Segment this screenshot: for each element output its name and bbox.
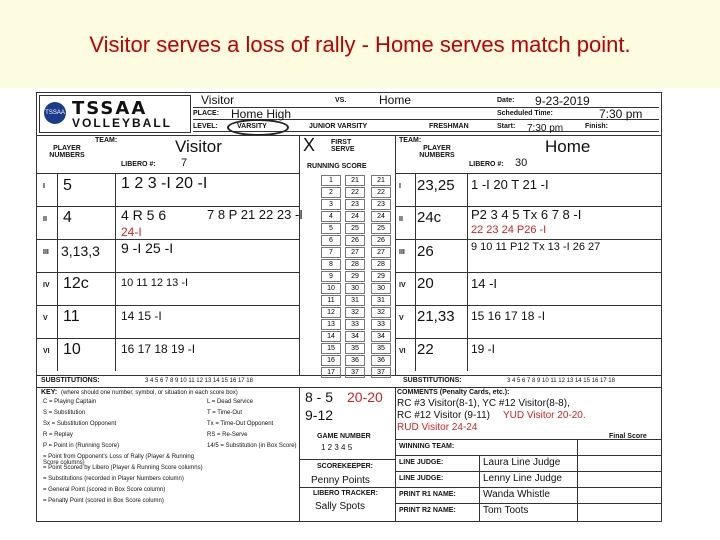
scheduled-value: 7:30 pm <box>599 107 643 121</box>
home-player-1: 23,25 <box>417 177 455 194</box>
vs-label: VS. <box>335 97 347 104</box>
running-score-cell: 37 <box>345 367 365 378</box>
running-score-cell: 28 <box>345 259 365 270</box>
key-item-right: Tx = Time-Out Opponent <box>207 421 274 427</box>
visitor-pos-1: I <box>43 183 45 190</box>
home-team-name: Home <box>379 93 412 107</box>
running-score-cell: 32 <box>371 307 391 318</box>
home-pos-4: IV <box>399 282 406 289</box>
running-score-cell: 22 <box>345 187 365 198</box>
running-score-cell: 33 <box>345 319 365 330</box>
final-score-label: Final Score <box>609 433 647 440</box>
comments-label: COMMENTS (Penalty Cards, etc.): <box>397 389 510 396</box>
level-jv: JUNIOR VARSITY <box>309 123 368 130</box>
visitor-player-2: 4 <box>63 209 72 226</box>
running-score-cell: 8 <box>321 259 341 270</box>
running-score-cell: 4 <box>321 211 341 222</box>
running-score-cell: 26 <box>371 235 391 246</box>
key-intro: (where should one number, symbol, or situation in each score box) <box>61 390 238 396</box>
scorekeeper-label: SCOREKEEPER: <box>317 463 374 470</box>
set-score: 8 - 5 <box>305 389 334 405</box>
slide-banner <box>0 0 720 88</box>
home-libero-number: 30 <box>515 157 528 169</box>
level-freshman: FRESHMAN <box>429 123 469 130</box>
running-score-cell: 32 <box>345 307 365 318</box>
logo-bottom-text: VOLLEYBALL <box>72 116 172 130</box>
visitor-entry-2: 4 R 5 6 <box>121 207 167 223</box>
comments-line-1: RC #3 Visitor(8-1), YC #12 Visitor(8-8), <box>397 398 570 409</box>
visitor-pos-3: III <box>43 249 49 256</box>
visitor-entry-2-sub: 24-I <box>121 225 142 239</box>
running-score-cell: 29 <box>371 271 391 282</box>
home-player-4: 20 <box>417 275 434 292</box>
place-value: Home High <box>231 107 292 121</box>
key-title: KEY: <box>41 389 58 396</box>
scorekeeper-name: Penny Points <box>311 475 370 486</box>
running-score-cell: 23 <box>345 199 365 210</box>
running-score-cell: 33 <box>371 319 391 330</box>
running-score-cell: 34 <box>371 331 391 342</box>
key-item: C = Playing Captain <box>43 399 97 405</box>
running-score-cell: 27 <box>345 247 365 258</box>
scoresheet <box>36 92 662 522</box>
visitor-player-6: 10 <box>63 341 81 358</box>
game-number-label: GAME NUMBER <box>317 433 371 440</box>
libero-tracker-label: LIBERO TRACKER: <box>313 490 378 497</box>
place-label: PLACE: <box>193 110 220 117</box>
visitor-running-score-col-1 <box>321 175 341 379</box>
running-score-cell: 35 <box>371 343 391 354</box>
key-item: R = Replay <box>43 432 73 438</box>
r1-label: PRINT R1 NAME: <box>399 491 456 498</box>
visitor-running-score-col-2 <box>345 175 365 379</box>
home-pos-2: II <box>399 216 403 223</box>
visitor-substitutions-numbers: 3 4 5 6 7 8 9 10 11 12 13 14 15 16 17 18 <box>145 378 253 384</box>
key-item-right: RS = Re-Serve <box>207 432 248 438</box>
scheduled-label: Scheduled Time: <box>497 110 553 117</box>
comments-line-2-red: YUD Visitor 20-20. <box>503 410 586 421</box>
visitor-pos-4: IV <box>43 282 50 289</box>
home-player-2: 24c <box>417 209 442 226</box>
winning-team-label: WINNING TEAM: <box>399 443 455 450</box>
running-score-cell: 31 <box>345 295 365 306</box>
running-score-label: RUNNING SCORE <box>307 163 367 170</box>
home-entry-3: 9 10 11 P12 Tx 13 -I 26 27 <box>471 241 601 253</box>
set-score-2: 9-12 <box>305 407 334 423</box>
home-substitutions-numbers: 3 4 5 6 7 8 9 10 11 12 13 14 15 16 17 18 <box>507 378 615 384</box>
home-running-score-col-2 <box>371 175 391 379</box>
home-pos-3: III <box>399 249 405 256</box>
visitor-player-1: 5 <box>63 177 72 194</box>
slide-title: Visitor serves a loss of rally - Home serves match point. <box>89 32 631 57</box>
home-player-3: 26 <box>417 243 434 260</box>
finish-label: Finish: <box>585 123 608 130</box>
home-entry-4: 14 -I <box>471 276 498 291</box>
home-entry-6: 19 -I <box>471 342 496 356</box>
visitor-entry-2-extra: 7 8 P 21 22 23 -I <box>207 207 303 222</box>
visitor-entry-4: 10 11 12 13 -I <box>121 277 189 289</box>
running-score-cell: 31 <box>371 295 391 306</box>
running-score-cell: 37 <box>371 367 391 378</box>
line-judge-label-1: LINE JUDGE: <box>399 459 444 466</box>
tssaa-seal-icon: TSSAA <box>44 102 66 124</box>
key-list <box>43 399 203 509</box>
line-judge-name-1: Laura Line Judge <box>483 457 561 468</box>
visitor-player-4: 12c <box>63 275 89 292</box>
key-item-right: L = Dead Service <box>207 399 253 405</box>
visitor-entry-5: 14 15 -I <box>121 309 162 323</box>
key-item-right: 14/5 = Substitution (in Box Score) <box>207 443 297 449</box>
date-value: 9-23-2019 <box>535 94 590 108</box>
date-label: Date: <box>497 97 515 104</box>
start-label: Start: <box>497 123 516 130</box>
visitor-libero-number: 7 <box>181 157 188 169</box>
running-score-cell: 35 <box>345 343 365 354</box>
visitor-team-name: Visitor <box>201 93 235 107</box>
running-score-cell: 29 <box>345 271 365 282</box>
key-item: Sx = Substitution Opponent <box>43 421 117 427</box>
visitor-substitutions-label: SUBSTITUTIONS: <box>41 377 100 384</box>
running-score-cell: 21 <box>345 175 365 186</box>
running-score-cell: 28 <box>371 259 391 270</box>
key-item: P = Point in (Running Score) <box>43 443 120 449</box>
key-item: = General Point (scored in Box Score column) <box>43 487 166 493</box>
home-entry-5: 15 16 17 18 -I <box>471 309 546 323</box>
r2-label: PRINT R2 NAME: <box>399 507 456 514</box>
running-score-cell: 2 <box>321 187 341 198</box>
key-item: = Substitutions (recorded in Player Numbers column) <box>43 476 184 482</box>
key-item: = Point Scored by Libero (Player & Running Score columns) <box>43 465 203 471</box>
running-score-cell: 13 <box>321 319 341 330</box>
home-player-6: 22 <box>417 341 434 358</box>
running-score-cell: 23 <box>371 199 391 210</box>
home-pos-5: V <box>399 315 404 322</box>
running-score-cell: 22 <box>371 187 391 198</box>
logo-top-text: TSSAA <box>72 98 148 119</box>
home-pos-1: I <box>399 183 401 190</box>
running-score-cell: 17 <box>321 367 341 378</box>
set-score-red: 20-20 <box>347 389 383 405</box>
libero-tracker-name: Sally Spots <box>315 501 366 512</box>
running-score-cell: 24 <box>345 211 365 222</box>
running-score-cell: 27 <box>371 247 391 258</box>
comments-line-2: RC #12 Visitor (9-11) <box>397 410 490 421</box>
key-item: S = Substitution <box>43 410 86 416</box>
home-entry-2: P2 3 4 5 Tx 6 7 8 -I <box>471 207 582 222</box>
visitor-team-label: TEAM: <box>95 137 118 144</box>
running-score-cell: 11 <box>321 295 341 306</box>
running-score-cell: 34 <box>345 331 365 342</box>
running-score-cell: 5 <box>321 223 341 234</box>
first-serve-mark: X <box>303 135 316 155</box>
home-substitutions-label: SUBSTITUTIONS: <box>403 377 462 384</box>
visitor-player-5: 11 <box>63 308 80 325</box>
first-serve-label: FIRST SERVE <box>331 139 355 153</box>
line-judge-label-2: LINE JUDGE: <box>399 475 444 482</box>
visitor-pos-5: V <box>43 315 48 322</box>
visitor-player-numbers-label: PLAYER NUMBERS <box>49 145 85 159</box>
r2-name: Tom Toots <box>483 505 529 516</box>
line-judge-name-2: Lenny Line Judge <box>483 473 562 484</box>
key-item: = Penalty Point (scored in Box Score column) <box>43 498 164 504</box>
running-score-cell: 26 <box>345 235 365 246</box>
home-entry-2-sub: 22 23 24 P26 -I <box>471 224 547 236</box>
key-item-right: T = Time-Out <box>207 410 243 416</box>
visitor-entry-1: 1 2 3 -I 20 -I <box>121 175 208 192</box>
comments-line-3: RUD Visitor 24-24 <box>397 422 478 433</box>
home-panel-name: Home <box>545 137 591 156</box>
home-team-label: TEAM: <box>399 137 422 144</box>
running-score-cell: 36 <box>371 355 391 366</box>
home-pos-6: VI <box>399 348 406 355</box>
running-score-cell: 30 <box>345 283 365 294</box>
running-score-cell: 12 <box>321 307 341 318</box>
visitor-panel-name: Visitor <box>175 137 222 156</box>
running-score-cell: 30 <box>371 283 391 294</box>
level-label: LEVEL: <box>193 123 218 130</box>
tssaa-logo <box>39 95 191 133</box>
visitor-player-3: 3,13,3 <box>61 243 100 259</box>
visitor-pos-6: VI <box>43 348 50 355</box>
running-score-cell: 16 <box>321 355 341 366</box>
key-item: = Point from Opponent's Loss of Rally (Player & Running Score columns) <box>43 454 195 466</box>
running-score-cell: 25 <box>345 223 365 234</box>
running-score-cell: 6 <box>321 235 341 246</box>
running-score-cell: 24 <box>371 211 391 222</box>
running-score-cell: 3 <box>321 199 341 210</box>
running-score-cell: 9 <box>321 271 341 282</box>
running-score-cell: 36 <box>345 355 365 366</box>
home-player-numbers-label: PLAYER NUMBERS <box>419 145 455 159</box>
running-score-cell: 10 <box>321 283 341 294</box>
home-player-5: 21,33 <box>417 308 455 325</box>
visitor-entry-3: 9 -I 25 -I <box>121 240 174 256</box>
running-score-cell: 14 <box>321 331 341 342</box>
running-score-cell: 21 <box>371 175 391 186</box>
running-score-cell: 15 <box>321 343 341 354</box>
level-varsity: VARSITY <box>237 123 267 130</box>
visitor-pos-2: II <box>43 216 47 223</box>
running-score-cell: 25 <box>371 223 391 234</box>
visitor-entry-6: 16 17 18 19 -I <box>121 342 196 356</box>
visitor-libero-label: LIBERO #: <box>121 161 156 168</box>
home-entry-1: 1 -I 20 T 21 -I <box>471 177 549 192</box>
home-libero-label: LIBERO #: <box>469 161 504 168</box>
r1-name: Wanda Whistle <box>483 489 550 500</box>
start-value: 7:30 pm <box>527 123 564 134</box>
game-numbers: 1 2 3 4 5 <box>321 443 353 452</box>
running-score-cell: 1 <box>321 175 341 186</box>
running-score-cell: 7 <box>321 247 341 258</box>
key-list-right <box>207 399 297 454</box>
